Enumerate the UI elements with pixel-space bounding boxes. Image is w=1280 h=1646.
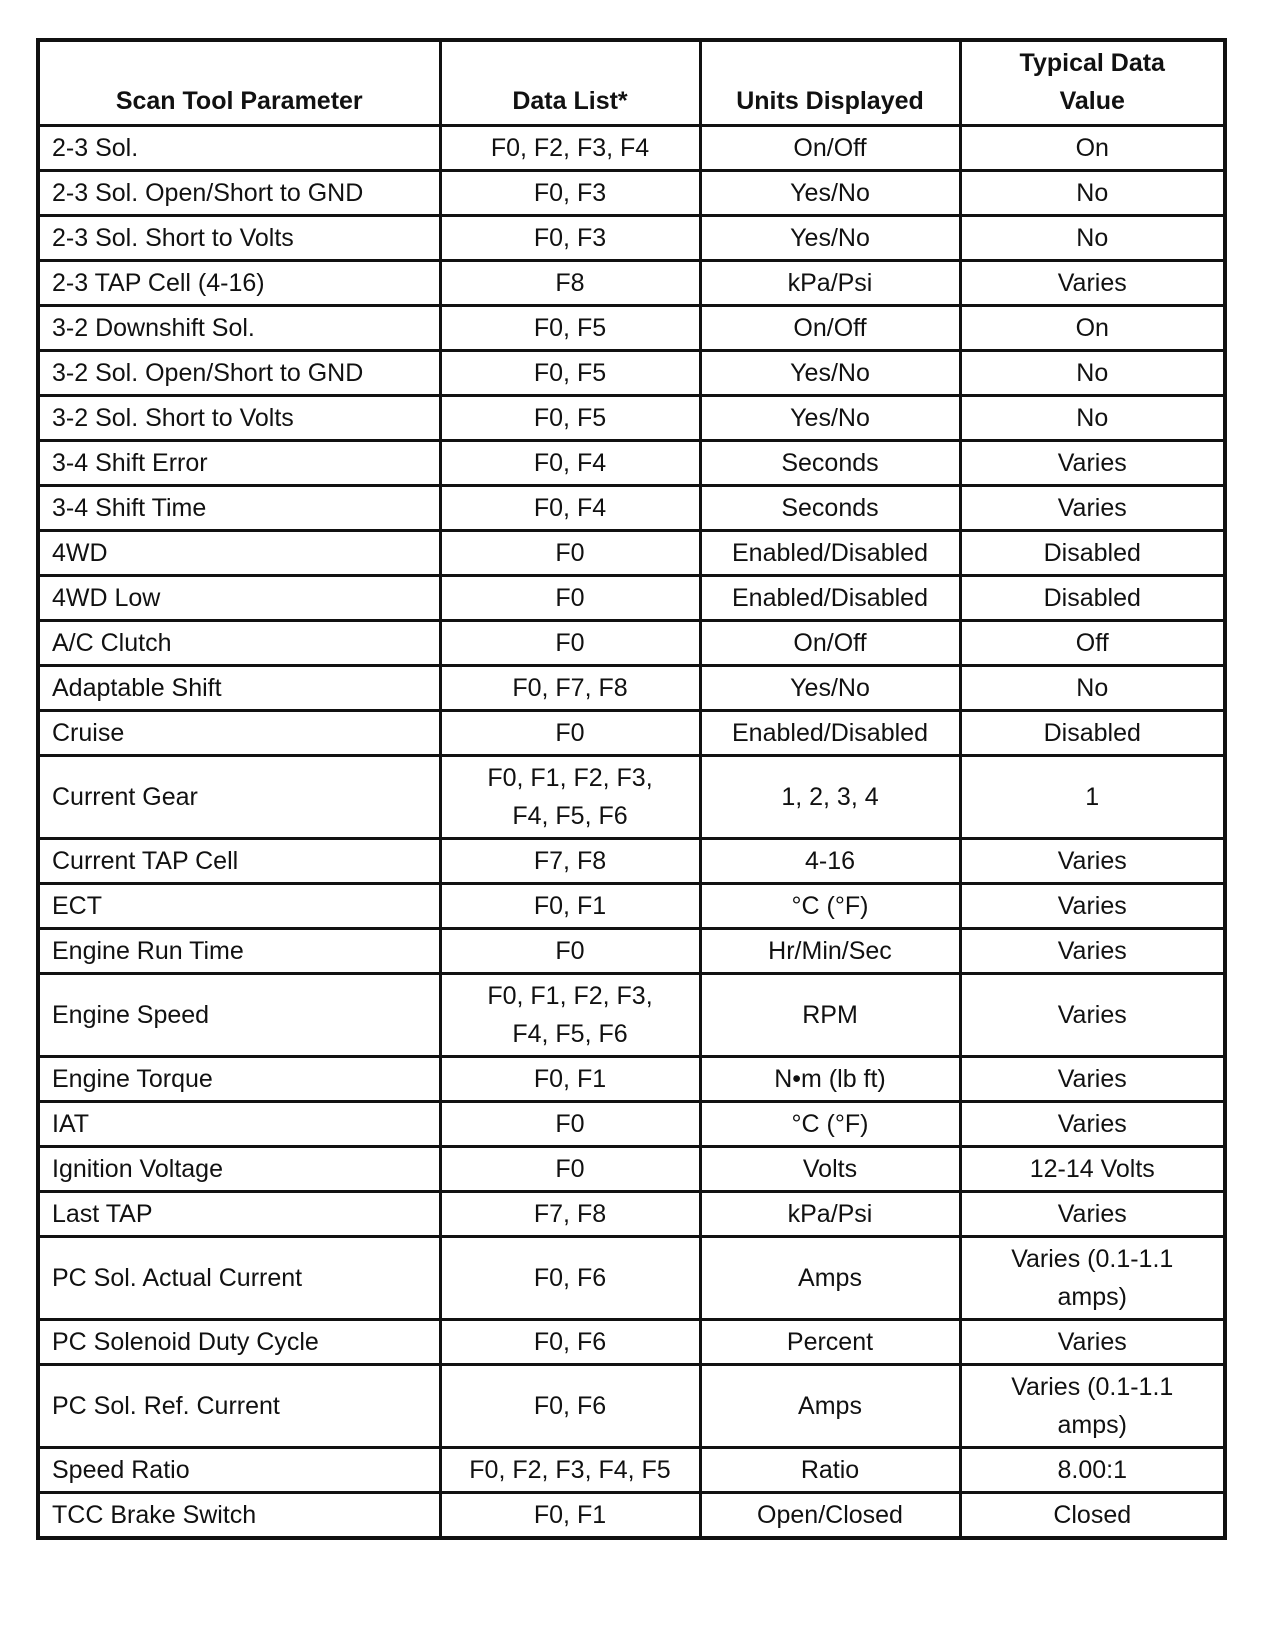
- cell-data-list-text: F0, F5: [533, 404, 607, 432]
- cell-data-list: [440, 486, 700, 531]
- header-typical-value-label: Typical Data Value: [1019, 49, 1165, 115]
- cell-typical-value: [960, 216, 1225, 261]
- cell-data-list: [440, 531, 700, 576]
- header-data-list: Data List*: [440, 40, 700, 126]
- cell-units: [700, 441, 960, 486]
- cell-parameter: [38, 839, 440, 884]
- cell-parameter: [38, 1448, 440, 1493]
- cell-units-text: Amps: [798, 1392, 862, 1420]
- cell-typical-value: [960, 576, 1225, 621]
- cell-parameter: [38, 1237, 440, 1320]
- cell-typical-value-text: Varies: [1057, 847, 1127, 875]
- cell-units: [700, 1493, 960, 1539]
- table-row: [38, 1102, 1225, 1147]
- cell-data-list-text: F0, F1, F2, F3, F4, F5, F6: [487, 982, 653, 1048]
- cell-typical-value: [960, 1365, 1225, 1448]
- table-row: [38, 666, 1225, 711]
- cell-units: [700, 1448, 960, 1493]
- scan-tool-data-table: [36, 38, 1227, 1540]
- cell-parameter: [38, 756, 440, 839]
- cell-typical-value: [960, 711, 1225, 756]
- cell-parameter: [38, 929, 440, 974]
- table-row: [38, 1448, 1225, 1493]
- cell-units: [700, 884, 960, 929]
- cell-typical-value-text: Varies: [1057, 1001, 1127, 1029]
- cell-parameter-text: TCC Brake Switch: [52, 1501, 257, 1529]
- cell-units-text: Open/Closed: [757, 1501, 903, 1529]
- table-row: [38, 1365, 1225, 1448]
- cell-data-list: [440, 621, 700, 666]
- table-row: [38, 351, 1225, 396]
- table-row: [38, 486, 1225, 531]
- cell-parameter: [38, 351, 440, 396]
- table-row: [38, 884, 1225, 929]
- cell-parameter: [38, 1102, 440, 1147]
- cell-parameter-text: 3-2 Downshift Sol.: [52, 314, 255, 342]
- cell-units-text: Percent: [786, 1328, 874, 1356]
- cell-parameter-text: 4WD Low: [52, 584, 161, 612]
- cell-typical-value-text: No: [1076, 224, 1109, 252]
- cell-units-text: Ratio: [800, 1456, 860, 1484]
- cell-typical-value-text: Varies: [1057, 449, 1127, 477]
- cell-units: [700, 756, 960, 839]
- cell-parameter-text: Engine Torque: [52, 1065, 213, 1093]
- cell-units-text: Seconds: [781, 449, 879, 477]
- cell-data-list: [440, 711, 700, 756]
- cell-typical-value: [960, 531, 1225, 576]
- cell-parameter-text: Speed Ratio: [52, 1456, 190, 1484]
- cell-data-list: [440, 1057, 700, 1102]
- cell-data-list: [440, 1192, 700, 1237]
- cell-units-text: Enabled/Disabled: [732, 719, 928, 747]
- cell-parameter: [38, 576, 440, 621]
- cell-data-list-text: F0, F6: [533, 1392, 607, 1420]
- cell-parameter-text: Current TAP Cell: [52, 847, 239, 875]
- cell-data-list-text: F0, F6: [533, 1264, 607, 1292]
- cell-units: [700, 576, 960, 621]
- cell-typical-value: [960, 884, 1225, 929]
- document-sheet: [36, 38, 1223, 1540]
- cell-parameter-text: PC Sol. Ref. Current: [52, 1392, 280, 1420]
- table-row: [38, 1147, 1225, 1192]
- cell-typical-value-text: 8.00:1: [1057, 1456, 1127, 1484]
- cell-data-list-text: F7, F8: [533, 847, 607, 875]
- cell-units-text: Enabled/Disabled: [732, 539, 928, 567]
- cell-parameter-text: PC Sol. Actual Current: [52, 1264, 303, 1292]
- cell-units-text: °C (°F): [791, 1110, 869, 1138]
- cell-units-text: Amps: [798, 1264, 862, 1292]
- cell-data-list: [440, 929, 700, 974]
- cell-units-text: 1, 2, 3, 4: [781, 783, 879, 811]
- cell-typical-value: [960, 1237, 1225, 1320]
- cell-parameter-text: 3-4 Shift Time: [52, 494, 207, 522]
- cell-data-list-text: F0: [555, 719, 585, 747]
- cell-typical-value: [960, 1320, 1225, 1365]
- cell-data-list: [440, 576, 700, 621]
- table-row: [38, 1057, 1225, 1102]
- cell-data-list-text: F0, F5: [533, 314, 607, 342]
- cell-parameter-text: Cruise: [52, 719, 125, 747]
- cell-data-list-text: F0: [555, 1110, 585, 1138]
- cell-typical-value-text: Off: [1075, 629, 1109, 657]
- cell-typical-value-text: Varies: [1057, 269, 1127, 297]
- cell-parameter: [38, 261, 440, 306]
- table-row: [38, 126, 1225, 171]
- cell-parameter: [38, 1320, 440, 1365]
- table-row: [38, 974, 1225, 1057]
- cell-units-text: Enabled/Disabled: [732, 584, 928, 612]
- cell-data-list: [440, 1365, 700, 1448]
- cell-parameter: [38, 666, 440, 711]
- table-row: [38, 531, 1225, 576]
- cell-units-text: Yes/No: [790, 404, 870, 432]
- cell-parameter-text: ECT: [52, 892, 102, 920]
- cell-typical-value: [960, 441, 1225, 486]
- cell-units: [700, 216, 960, 261]
- cell-typical-value-text: Disabled: [1043, 719, 1141, 747]
- cell-units: [700, 396, 960, 441]
- cell-units-text: On/Off: [793, 134, 867, 162]
- cell-parameter-text: A/C Clutch: [52, 629, 172, 657]
- cell-data-list-text: F0: [555, 1155, 585, 1183]
- cell-units-text: Yes/No: [790, 224, 870, 252]
- table-row: [38, 929, 1225, 974]
- cell-data-list: [440, 839, 700, 884]
- table-row: [38, 441, 1225, 486]
- cell-parameter-text: PC Solenoid Duty Cycle: [52, 1328, 319, 1356]
- cell-data-list: [440, 1448, 700, 1493]
- cell-typical-value-text: Varies: [1057, 1200, 1127, 1228]
- table-row: [38, 171, 1225, 216]
- cell-parameter-text: Adaptable Shift: [52, 674, 222, 702]
- cell-data-list-text: F0: [555, 584, 585, 612]
- cell-typical-value: [960, 839, 1225, 884]
- cell-units: [700, 1192, 960, 1237]
- table-row: [38, 306, 1225, 351]
- cell-typical-value-text: 12-14 Volts: [1029, 1155, 1155, 1183]
- cell-data-list: [440, 216, 700, 261]
- cell-typical-value-text: Varies: [1057, 1110, 1127, 1138]
- cell-data-list-text: F0, F4: [533, 494, 607, 522]
- cell-units: [700, 621, 960, 666]
- cell-typical-value: [960, 756, 1225, 839]
- cell-units-text: kPa/Psi: [787, 1200, 873, 1228]
- cell-parameter: [38, 396, 440, 441]
- cell-parameter: [38, 171, 440, 216]
- cell-typical-value: [960, 126, 1225, 171]
- table-row: [38, 576, 1225, 621]
- cell-data-list: [440, 1493, 700, 1539]
- cell-typical-value-text: Varies (0.1-1.1 amps): [1011, 1373, 1174, 1439]
- cell-parameter-text: IAT: [52, 1110, 90, 1138]
- cell-units: [700, 1320, 960, 1365]
- table-header: [38, 40, 1225, 126]
- cell-parameter: [38, 441, 440, 486]
- cell-typical-value: [960, 396, 1225, 441]
- cell-units: [700, 351, 960, 396]
- cell-units: [700, 1102, 960, 1147]
- cell-typical-value-text: Disabled: [1043, 584, 1141, 612]
- cell-typical-value-text: On: [1075, 134, 1109, 162]
- cell-data-list-text: F0, F1: [533, 892, 607, 920]
- cell-typical-value: [960, 1057, 1225, 1102]
- cell-parameter-text: Last TAP: [52, 1200, 153, 1228]
- cell-typical-value-text: Closed: [1053, 1501, 1132, 1529]
- cell-units: [700, 126, 960, 171]
- cell-data-list-text: F0, F4: [533, 449, 607, 477]
- cell-parameter-text: 2-3 Sol. Open/Short to GND: [52, 179, 364, 207]
- cell-data-list: [440, 1102, 700, 1147]
- cell-data-list-text: F0, F1, F2, F3, F4, F5, F6: [487, 764, 653, 830]
- cell-data-list-text: F0, F7, F8: [512, 674, 628, 702]
- cell-typical-value-text: Disabled: [1043, 539, 1141, 567]
- cell-parameter: [38, 1365, 440, 1448]
- cell-parameter: [38, 711, 440, 756]
- header-parameter: Scan Tool Parameter: [38, 40, 440, 126]
- cell-data-list: [440, 1147, 700, 1192]
- cell-units-text: N•m (lb ft): [774, 1065, 886, 1093]
- cell-data-list: [440, 261, 700, 306]
- cell-typical-value: [960, 171, 1225, 216]
- cell-typical-value-text: No: [1076, 404, 1109, 432]
- cell-typical-value: [960, 666, 1225, 711]
- cell-units: [700, 929, 960, 974]
- cell-parameter: [38, 306, 440, 351]
- cell-data-list-text: F0: [555, 629, 585, 657]
- cell-units: [700, 486, 960, 531]
- cell-data-list: [440, 756, 700, 839]
- cell-units: [700, 261, 960, 306]
- cell-parameter: [38, 126, 440, 171]
- cell-data-list: [440, 351, 700, 396]
- cell-units-text: On/Off: [793, 629, 867, 657]
- cell-units: [700, 1147, 960, 1192]
- cell-units-text: kPa/Psi: [787, 269, 873, 297]
- table-row: [38, 621, 1225, 666]
- cell-data-list-text: F0, F2, F3, F4: [490, 134, 650, 162]
- cell-parameter-text: 4WD: [52, 539, 108, 567]
- table-row: [38, 756, 1225, 839]
- cell-data-list-text: F0, F1: [533, 1501, 607, 1529]
- cell-typical-value: [960, 1448, 1225, 1493]
- table-row: [38, 1493, 1225, 1539]
- cell-units-text: Hr/Min/Sec: [768, 937, 892, 965]
- cell-parameter: [38, 1493, 440, 1539]
- cell-units-text: Yes/No: [790, 179, 870, 207]
- header-typical-value: [960, 40, 1225, 126]
- table-body: [38, 126, 1225, 1539]
- cell-units-text: Yes/No: [790, 674, 870, 702]
- cell-data-list-text: F8: [555, 269, 585, 297]
- cell-typical-value: [960, 486, 1225, 531]
- cell-typical-value: [960, 1493, 1225, 1539]
- cell-data-list-text: F0, F6: [533, 1328, 607, 1356]
- cell-parameter-text: 2-3 TAP Cell (4-16): [52, 269, 265, 297]
- cell-parameter: [38, 974, 440, 1057]
- cell-data-list-text: F0: [555, 937, 585, 965]
- cell-data-list-text: F0, F3: [533, 224, 607, 252]
- cell-units-text: Yes/No: [790, 359, 870, 387]
- cell-units: [700, 1237, 960, 1320]
- cell-units: [700, 1057, 960, 1102]
- cell-typical-value-text: Varies: [1057, 937, 1127, 965]
- cell-parameter-text: Engine Speed: [52, 1001, 210, 1029]
- cell-units-text: Seconds: [781, 494, 879, 522]
- cell-data-list-text: F0: [555, 539, 585, 567]
- cell-parameter-text: Current Gear: [52, 783, 198, 811]
- cell-data-list: [440, 396, 700, 441]
- cell-parameter-text: Engine Run Time: [52, 937, 244, 965]
- cell-parameter: [38, 884, 440, 929]
- cell-typical-value: [960, 1192, 1225, 1237]
- table-row: [38, 216, 1225, 261]
- cell-parameter: [38, 1192, 440, 1237]
- cell-units: [700, 974, 960, 1057]
- cell-units: [700, 306, 960, 351]
- cell-data-list-text: F0, F3: [533, 179, 607, 207]
- cell-typical-value-text: 1: [1085, 783, 1100, 811]
- table-row: [38, 396, 1225, 441]
- cell-parameter: [38, 1147, 440, 1192]
- cell-typical-value-text: No: [1076, 674, 1109, 702]
- cell-parameter-text: 2-3 Sol.: [52, 134, 139, 162]
- cell-typical-value: [960, 621, 1225, 666]
- table-row: [38, 711, 1225, 756]
- cell-typical-value: [960, 261, 1225, 306]
- cell-units-text: RPM: [802, 1001, 858, 1029]
- cell-data-list-text: F0, F1: [533, 1065, 607, 1093]
- cell-data-list: [440, 884, 700, 929]
- cell-units: [700, 666, 960, 711]
- cell-typical-value-text: On: [1075, 314, 1109, 342]
- cell-data-list: [440, 974, 700, 1057]
- header-units: Units Displayed: [700, 40, 960, 126]
- cell-data-list: [440, 126, 700, 171]
- cell-typical-value: [960, 929, 1225, 974]
- cell-data-list: [440, 1237, 700, 1320]
- cell-parameter-text: Ignition Voltage: [52, 1155, 223, 1183]
- cell-data-list-text: F0, F5: [533, 359, 607, 387]
- cell-parameter: [38, 1057, 440, 1102]
- cell-typical-value: [960, 1102, 1225, 1147]
- cell-units: [700, 171, 960, 216]
- cell-units: [700, 531, 960, 576]
- table-row: [38, 261, 1225, 306]
- cell-parameter: [38, 216, 440, 261]
- cell-data-list: [440, 306, 700, 351]
- cell-units-text: Volts: [802, 1155, 858, 1183]
- cell-typical-value-text: No: [1076, 359, 1109, 387]
- cell-units: [700, 1365, 960, 1448]
- cell-typical-value-text: Varies: [1057, 892, 1127, 920]
- cell-typical-value-text: No: [1076, 179, 1109, 207]
- cell-typical-value-text: Varies (0.1-1.1 amps): [1011, 1245, 1174, 1311]
- cell-parameter: [38, 621, 440, 666]
- cell-parameter: [38, 486, 440, 531]
- cell-parameter-text: 2-3 Sol. Short to Volts: [52, 224, 294, 252]
- cell-parameter-text: 3-2 Sol. Short to Volts: [52, 404, 294, 432]
- cell-data-list: [440, 666, 700, 711]
- cell-units-text: °C (°F): [791, 892, 869, 920]
- cell-typical-value: [960, 351, 1225, 396]
- cell-data-list: [440, 171, 700, 216]
- cell-units-text: 4-16: [804, 847, 856, 875]
- table-row: [38, 1192, 1225, 1237]
- cell-data-list: [440, 441, 700, 486]
- cell-units: [700, 839, 960, 884]
- cell-parameter-text: 3-4 Shift Error: [52, 449, 208, 477]
- cell-data-list-text: F7, F8: [533, 1200, 607, 1228]
- cell-parameter: [38, 531, 440, 576]
- cell-typical-value: [960, 974, 1225, 1057]
- cell-parameter-text: 3-2 Sol. Open/Short to GND: [52, 359, 364, 387]
- cell-data-list: [440, 1320, 700, 1365]
- header-row: [38, 40, 1225, 126]
- cell-units-text: On/Off: [793, 314, 867, 342]
- cell-units: [700, 711, 960, 756]
- cell-typical-value: [960, 1147, 1225, 1192]
- table-row: [38, 839, 1225, 884]
- cell-typical-value: [960, 306, 1225, 351]
- cell-data-list-text: F0, F2, F3, F4, F5: [469, 1456, 671, 1484]
- table-row: [38, 1320, 1225, 1365]
- cell-typical-value-text: Varies: [1057, 494, 1127, 522]
- cell-typical-value-text: Varies: [1057, 1328, 1127, 1356]
- cell-typical-value-text: Varies: [1057, 1065, 1127, 1093]
- table-row: [38, 1237, 1225, 1320]
